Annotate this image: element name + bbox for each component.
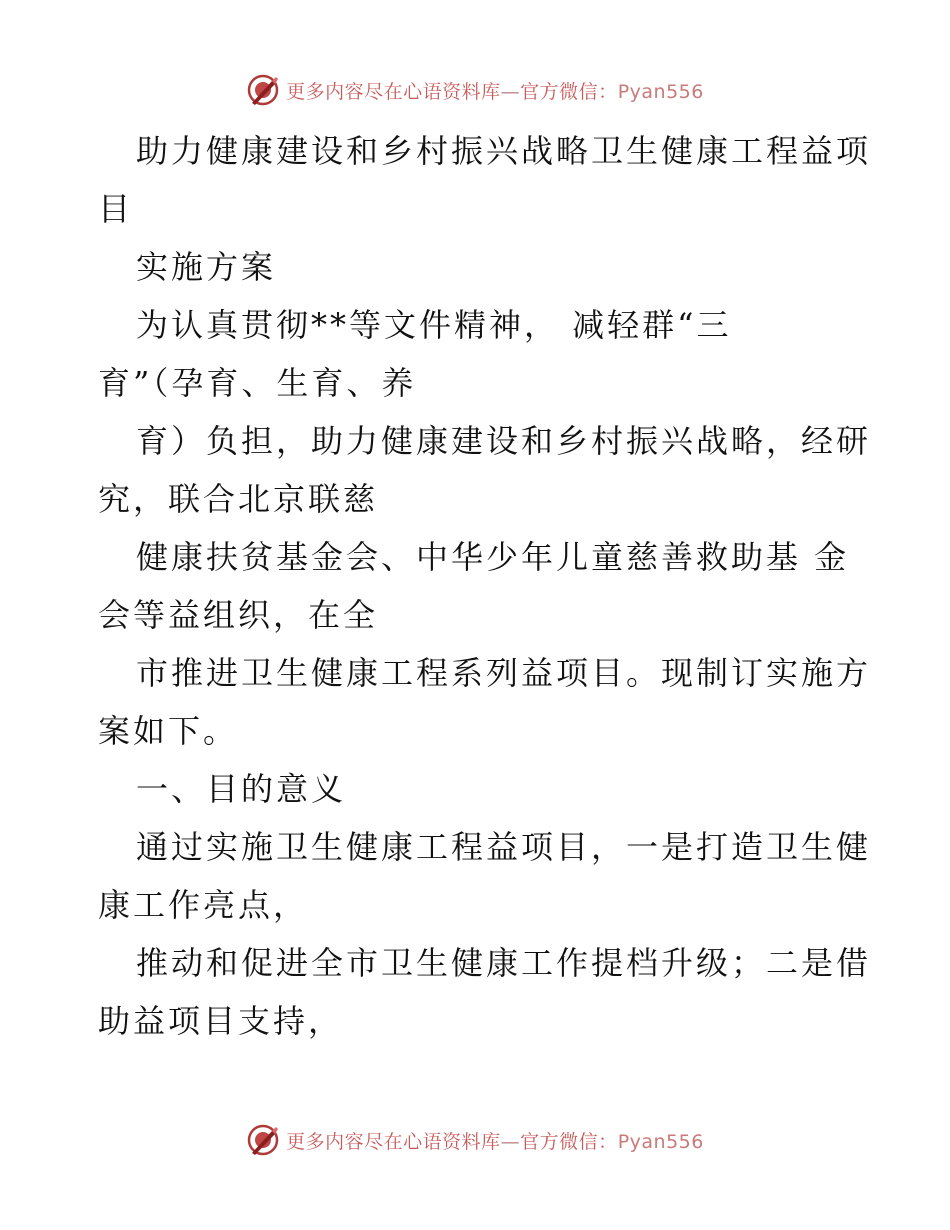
footer-site-text: 更多内容尽在心语资料库	[286, 1130, 501, 1153]
paragraph-line: 案如下。	[98, 712, 239, 750]
footer-banner-inner	[246, 1123, 704, 1157]
paragraph-line: 助益项目支持，	[98, 1002, 344, 1040]
pen-logo-icon	[246, 1123, 280, 1157]
paragraph-line: 会等益组织，在全	[98, 596, 379, 634]
paragraph-line: 实施方案	[136, 248, 277, 286]
footer-banner	[0, 1120, 950, 1160]
paragraph-line: 育）负担，助力健康建设和乡村振兴战略，经研	[136, 422, 872, 460]
footer-separator: —	[500, 1130, 521, 1153]
paragraph-line: 健康扶贫基金会、中华少年儿童慈善救助基 金	[136, 538, 850, 576]
footer-banner-text	[286, 1127, 704, 1154]
paragraph-line: 育”（孕育、生育、养	[98, 364, 417, 402]
paragraph-line: 康工作亮点，	[98, 886, 309, 924]
paragraph-line: 究，联合北京联慈	[98, 480, 379, 518]
footer-wechat-label: 官方微信：	[520, 1130, 618, 1153]
document-body	[98, 122, 872, 1050]
header-separator: —	[500, 80, 521, 103]
paragraph-line: 一、目的意义	[136, 770, 347, 808]
header-banner-inner	[246, 73, 704, 107]
header-wechat-label: 官方微信：	[520, 80, 618, 103]
paragraph-line: 市推进卫生健康工程系列益项目。现制订实施方	[136, 654, 872, 692]
header-banner-text	[286, 77, 704, 104]
paragraph-line: 推动和促进全市卫生健康工作提档升级；二是借	[136, 944, 872, 982]
paragraph-line: 为认真贯彻**等文件精神， 减轻群“三	[136, 306, 732, 344]
paragraph-line: 通过实施卫生健康工程益项目，一是打造卫生健	[136, 828, 872, 866]
header-banner	[0, 70, 950, 110]
paragraph-line: 助力健康建设和乡村振兴战略卫生健康工程益项	[136, 132, 872, 170]
header-site-text: 更多内容尽在心语资料库	[286, 80, 501, 103]
header-wechat-id: Pyan556	[617, 80, 704, 103]
footer-wechat-id: Pyan556	[617, 1130, 704, 1153]
paragraph-line: 目	[98, 190, 134, 228]
pen-logo-icon	[246, 73, 280, 107]
